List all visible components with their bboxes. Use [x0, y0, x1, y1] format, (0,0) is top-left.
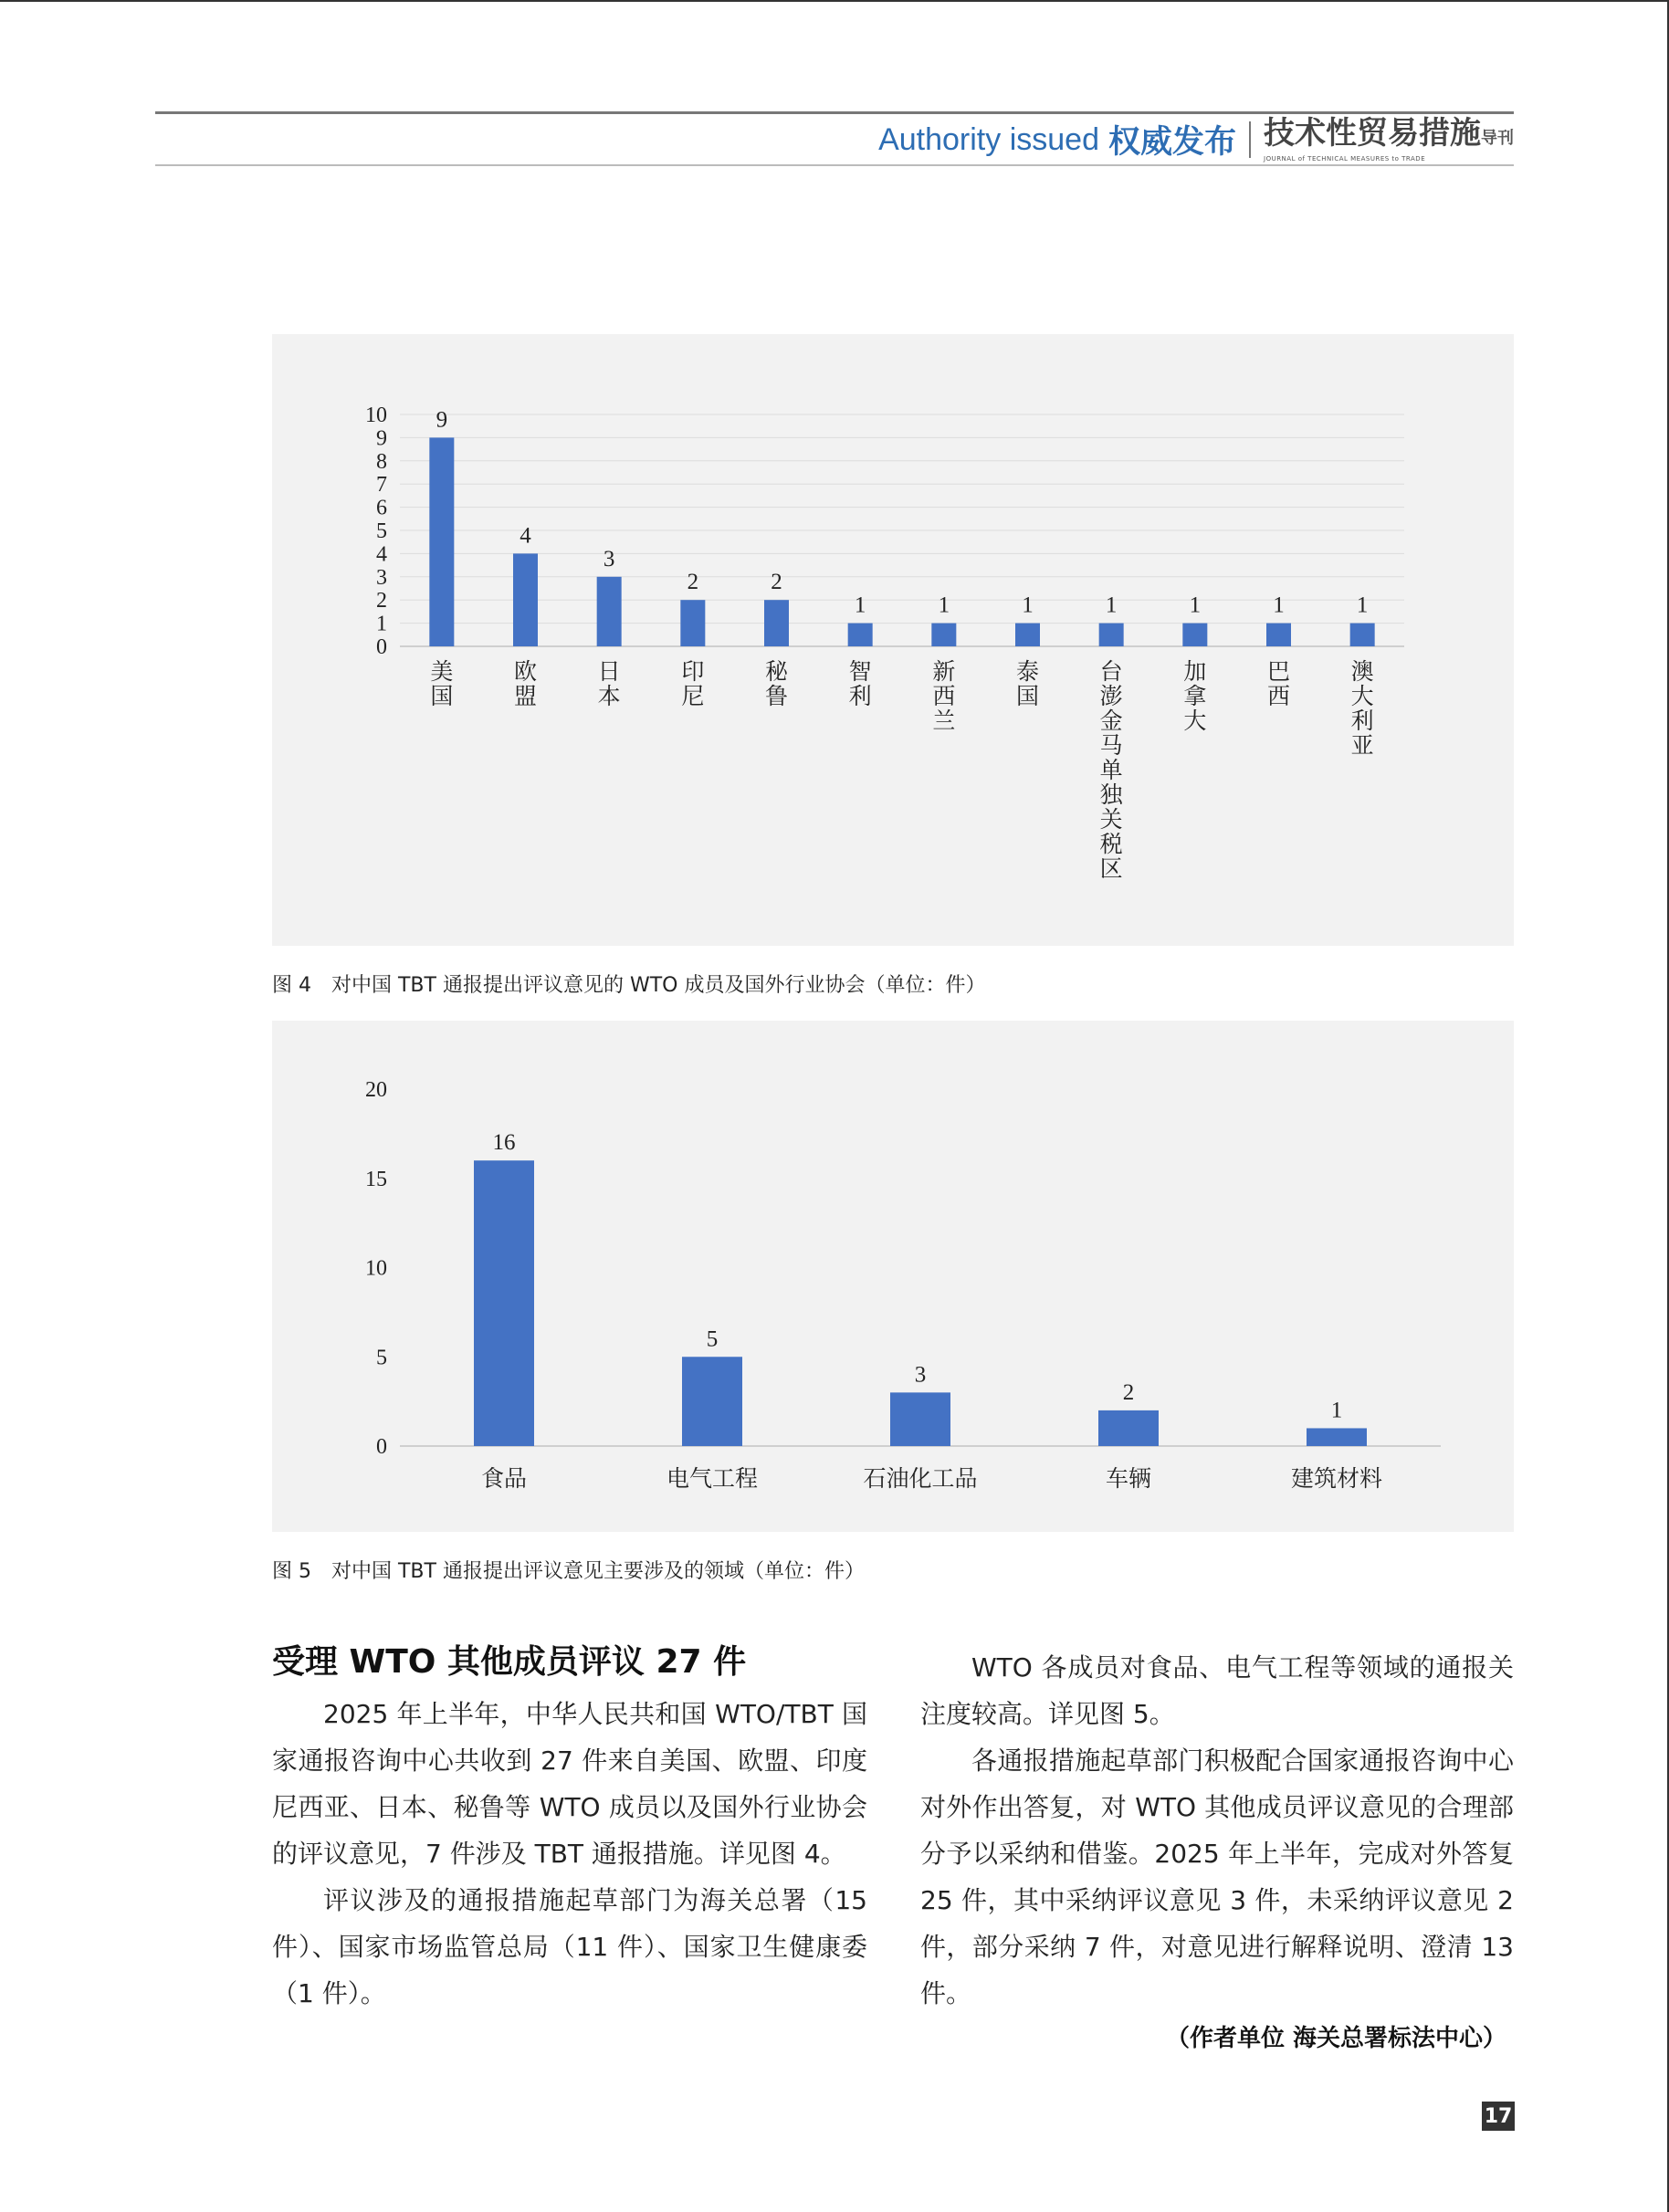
header-rule-bottom: [155, 164, 1514, 166]
category-label: 印尼: [681, 658, 705, 709]
y-tick-label: 8: [376, 449, 387, 474]
bar: [474, 1160, 534, 1446]
figure4-caption: 图 4 对中国 TBT 通报提出评议意见的 WTO 成员及国外行业协会（单位：件）: [272, 974, 986, 997]
data-label: 2: [1122, 1379, 1135, 1405]
data-label: 1: [938, 592, 950, 618]
y-tick-label: 0: [376, 1435, 387, 1459]
section-title-cn: 权威发布: [1107, 124, 1236, 161]
y-tick-label: 10: [365, 1256, 387, 1281]
data-label: 1: [1022, 592, 1034, 618]
bar: [513, 553, 538, 646]
journal-title-en: JOURNAL of TECHNICAL MEASURES to TRADE: [1264, 154, 1426, 162]
bar: [1015, 624, 1040, 646]
journal-title-cn: 技术性贸易措施: [1264, 114, 1481, 152]
bar: [848, 624, 873, 646]
bar: [1099, 624, 1124, 646]
bar: [682, 1357, 742, 1446]
right-paragraph-1: WTO 各成员对食品、电气工程等领域的通报关注度较高。详见图 5。: [920, 1652, 1514, 1729]
y-tick-label: 10: [365, 404, 387, 427]
bar: [1266, 624, 1291, 646]
data-label: 9: [436, 407, 448, 433]
data-label: 1: [1330, 1398, 1343, 1423]
figure4-chart: [272, 334, 1514, 946]
bar: [931, 624, 956, 646]
y-tick-label: 2: [376, 589, 387, 613]
page-frame-top: [0, 0, 1669, 2]
category-label: 泰国: [1015, 658, 1040, 709]
data-label: 1: [1189, 592, 1202, 618]
y-tick-label: 5: [376, 1346, 387, 1370]
y-tick-label: 1: [376, 612, 387, 636]
category-label: 美国: [430, 658, 454, 709]
data-label: 3: [603, 546, 615, 571]
category-label: 秘鲁: [764, 658, 789, 709]
journal-title-suffix: 导刊: [1481, 128, 1514, 148]
bar: [597, 577, 622, 646]
data-label: 2: [687, 570, 699, 595]
figure5-panel: [272, 1021, 1514, 1532]
category-label: 巴西: [1266, 658, 1291, 709]
article-heading: 受理 WTO 其他成员评议 27 件: [272, 1643, 747, 1681]
left-column: [272, 1691, 867, 2017]
author-affiliation: （作者单位 海关总署标法中心）: [1165, 2025, 1506, 2052]
y-tick-label: 5: [376, 519, 387, 543]
bar: [764, 600, 789, 646]
y-tick-label: 6: [376, 496, 387, 520]
figure5-chart: [272, 1021, 1514, 1532]
data-label: 5: [706, 1326, 719, 1352]
category-label: 食品: [480, 1465, 528, 1492]
category-label: 澳大利亚: [1350, 658, 1374, 759]
section-title-en: Authority issued: [878, 121, 1099, 157]
header-divider: [1249, 121, 1251, 158]
figure5-caption: 图 5 对中国 TBT 通报提出评议意见主要涉及的领域（单位：件）: [272, 1560, 865, 1583]
y-tick-label: 20: [365, 1078, 387, 1102]
page-number: 17: [1482, 2102, 1515, 2131]
data-label: 1: [1105, 592, 1118, 618]
data-label: 1: [1356, 592, 1369, 618]
data-label: 16: [492, 1130, 516, 1156]
category-label: 石油化工品: [863, 1465, 978, 1492]
right-column: [920, 1644, 1514, 2017]
bar: [890, 1392, 950, 1446]
category-label: 欧盟: [513, 658, 538, 709]
category-label: 日本: [597, 658, 621, 709]
figure4-panel: [272, 334, 1514, 946]
bar: [1098, 1410, 1159, 1446]
category-label: 车辆: [1105, 1465, 1152, 1492]
category-label: 新西兰: [932, 658, 956, 734]
data-label: 3: [914, 1362, 927, 1388]
bar: [1307, 1428, 1367, 1446]
left-paragraph-1: 2025 年上半年，中华人民共和国 WTO/TBT 国家通报咨询中心共收到 27 件来自美国、欧盟、印度尼西亚、日本、秘鲁等 WTO 成员以及国外行业协会的评议意见，7 件涉及 TBT 通报措施。详见图 4。: [272, 1699, 867, 1869]
data-label: 4: [520, 523, 531, 549]
y-tick-label: 15: [365, 1167, 387, 1191]
category-label: 台澎金马单独关税区: [1099, 658, 1123, 882]
category-label: 电气工程: [666, 1465, 759, 1492]
category-label: 建筑材料: [1290, 1465, 1383, 1492]
category-label: 加拿大: [1183, 658, 1207, 734]
data-label: 2: [771, 570, 782, 595]
right-paragraph-2: 各通报措施起草部门积极配合国家通报咨询中心对外作出答复，对 WTO 其他成员评议意见的合理部分予以采纳和借鉴。2025 年上半年，完成对外答复 25 件，其中采纳评议意见 3 件，未采纳评议意见 2 件，部分采纳 7 件，对意见进行解释说明、澄清 13 件。: [920, 1745, 1514, 2008]
left-paragraph-2: 评议涉及的通报措施起草部门为海关总署（15 件）、国家市场监管总局（11 件）、国家卫生健康委（1 件）。: [272, 1885, 867, 2008]
running-header: [155, 115, 1514, 164]
data-label: 1: [1273, 592, 1285, 618]
category-label: 智利: [848, 658, 872, 709]
bar: [1182, 624, 1207, 646]
y-tick-label: 7: [376, 473, 387, 498]
y-tick-label: 3: [376, 565, 387, 590]
bar: [429, 437, 454, 646]
y-tick-label: 9: [376, 426, 387, 451]
journal-logo: [1264, 114, 1514, 163]
bar: [680, 600, 705, 646]
y-tick-label: 4: [376, 542, 387, 567]
data-label: 1: [854, 592, 866, 618]
bar: [1350, 624, 1375, 646]
y-tick-label: 0: [376, 635, 387, 659]
